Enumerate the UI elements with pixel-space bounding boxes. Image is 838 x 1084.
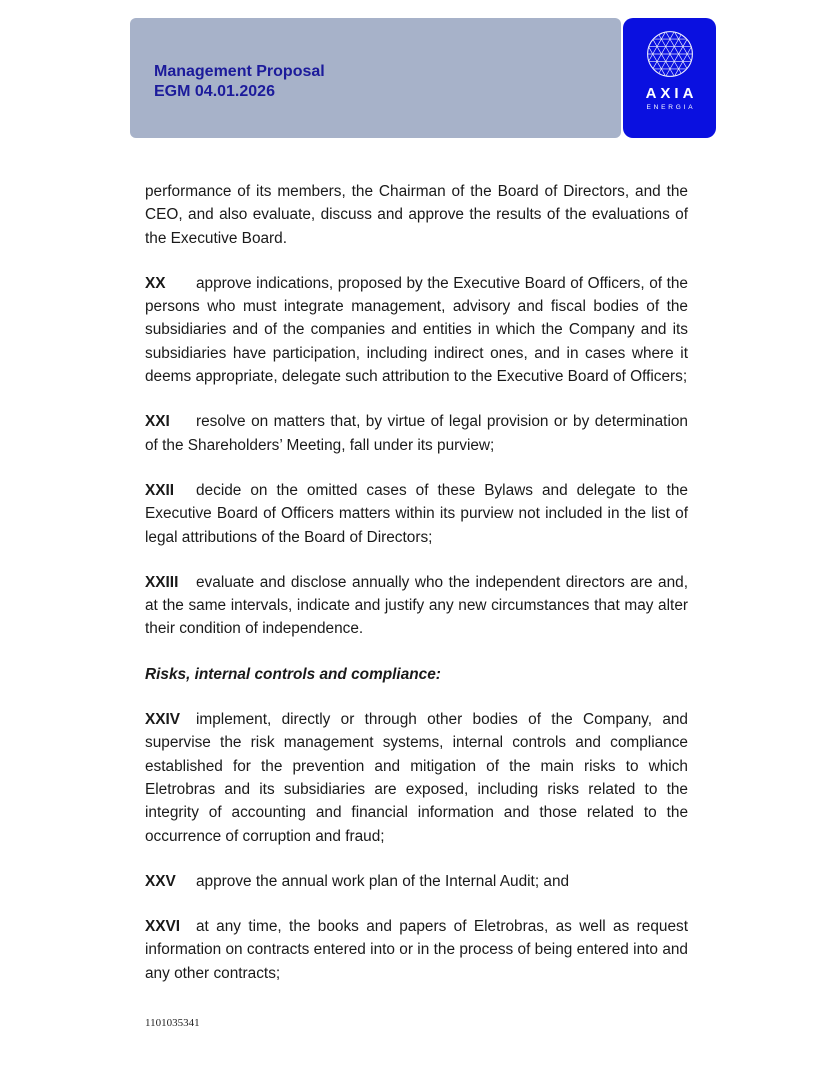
list-item-xxiii (145, 571, 688, 641)
item-label: XXII (145, 481, 175, 499)
paragraph-continuation: performance of its members, the Chairman of the Board of Directors, and the CEO, and also evaluate, discuss and approve the results of the evaluations of the Executive Board. (145, 183, 688, 247)
item-label: XXIV (145, 711, 181, 729)
logo-brand-text: AXIA (645, 85, 698, 102)
list-item-xxv (145, 870, 688, 893)
item-text: implement, directly or through other bodies of the Company, and supervise the risk management systems, internal controls and compliance established for the prevention and mitigation of the main risks to which Eletrobras and its subsidiaries are exposed, including risks related to the integrity of accounting and financial information and those related to the occurrence of corruption and fraud; (145, 711, 688, 845)
header-title-line2: EGM 04.01.2026 (154, 83, 275, 100)
item-label: XXI (145, 413, 170, 431)
list-item-xxi (145, 410, 688, 457)
list-item-xx (145, 272, 688, 388)
list-item-xxiv (145, 708, 688, 848)
header-banner (130, 18, 621, 138)
item-label: XXIII (145, 573, 179, 591)
axia-sphere-icon (642, 26, 698, 82)
item-text: at any time, the books and papers of Eletrobras, as well as request information on contracts entered into or in the process of being entered into and any other contracts; (145, 918, 688, 982)
item-text: evaluate and disclose annually who the independent directors are and, at the same intervals, indicate and justify any new circumstances that may alter their condition of independence. (145, 573, 688, 638)
section-heading: Risks, internal controls and compliance: (145, 665, 441, 683)
item-text: approve the annual work plan of the Internal Audit; and (196, 872, 570, 890)
item-label: XX (145, 274, 166, 292)
item-label: XXVI (145, 918, 181, 936)
axia-logo (623, 18, 716, 138)
logo-sub-text: ENERGIA (646, 104, 696, 111)
header-title (130, 62, 325, 102)
item-text: resolve on matters that, by virtue of legal provision or by determination of the Shareholders’ Meeting, fall under its purview; (145, 413, 688, 454)
item-label: XXV (145, 872, 176, 890)
document-body (145, 180, 688, 1007)
list-item-xxii (145, 479, 688, 549)
header-title-line1: Management Proposal (154, 63, 325, 80)
list-item-xxvi (145, 915, 688, 985)
item-text: decide on the omitted cases of these Bylaws and delegate to the Executive Board of Officers matters within its purview not included in the list of legal attributions of the Board of Directors; (145, 481, 688, 546)
footer-document-number: 1101035341 (145, 1017, 200, 1029)
item-text: approve indications, proposed by the Executive Board of Officers, of the persons who must integrate management, advisory and fiscal bodies of the subsidiaries and of the companies and entities in which the Company and its subsidiaries have participation, including indirect ones, and in cases where it deems appropriate, delegate such attribution to the Executive Board of Officers; (145, 274, 688, 386)
